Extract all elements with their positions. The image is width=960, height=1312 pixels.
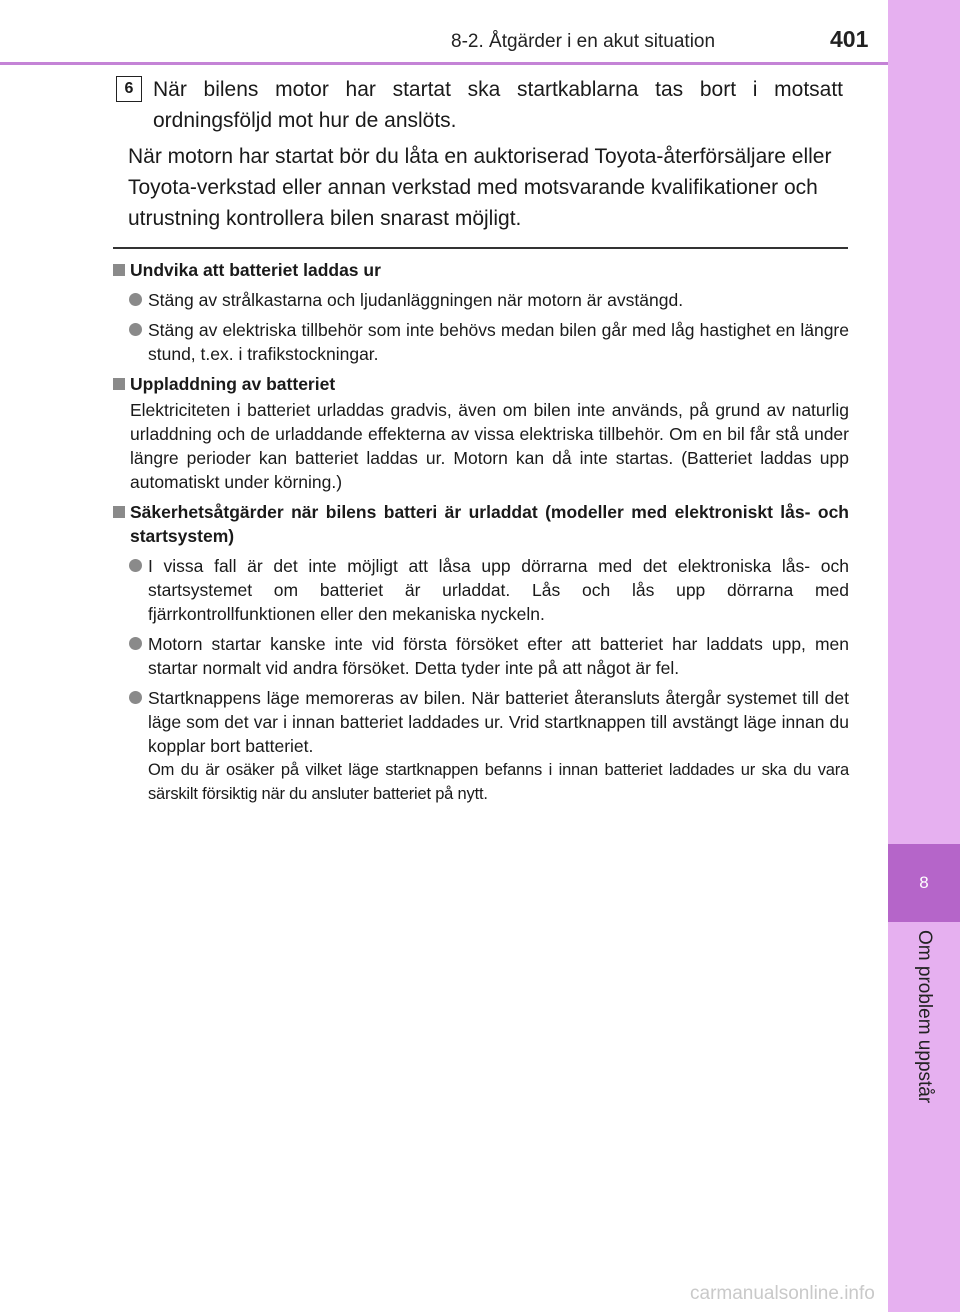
step-number-badge: 6 xyxy=(116,76,142,102)
circle-bullet-icon xyxy=(129,691,142,704)
list-item xyxy=(113,554,849,626)
watermark: carmanualsonline.info xyxy=(690,1283,875,1304)
circle-bullet-icon xyxy=(129,559,142,572)
chapter-number-tab[interactable] xyxy=(888,844,960,922)
notes-content xyxy=(113,258,849,812)
circle-bullet-icon xyxy=(129,293,142,306)
square-bullet-icon xyxy=(113,506,125,518)
list-item-text: Startknappens läge memoreras av bilen. När batteriet återansluts återgår systemet till det läge som det var i innan batteriet laddades ur. Vrid startknappen till avstängt läge innan du kopplar bort batteriet. xyxy=(148,688,849,756)
list-item xyxy=(113,632,849,680)
list-item xyxy=(113,686,849,806)
section-title: Undvika att batteriet laddas ur xyxy=(130,260,381,280)
list-item-text: Stäng av strålkastarna och ljudanläggningen när motorn är avstängd. xyxy=(148,290,684,310)
chapter-title-tab xyxy=(888,926,960,1136)
section-battery-recharge xyxy=(113,372,849,494)
page-number: 401 xyxy=(830,26,869,52)
section-battery-drain xyxy=(113,258,849,366)
section-paragraph: Elektriciteten i batteriet urladdas gradvis, även om bilen inte används, på grund av naturlig urladdning och de urladdande effekterna av vissa elektriska tillbehör. Om en bil får stå under längre perioder kan batteriet laddas ur. Motorn kan då inte startas. (Batteriet laddas upp automatiskt under körning.) xyxy=(130,400,849,492)
after-step-paragraph: När motorn har startat bör du låta en auktoriserad Toyota-återförsäljare eller Toyota-verkstad eller annan verkstad med motsvarande kvalifikationer och utrustning kontrollera bilen snarast möjligt. xyxy=(128,145,832,230)
square-bullet-icon xyxy=(113,378,125,390)
circle-bullet-icon xyxy=(129,323,142,336)
circle-bullet-icon xyxy=(129,637,142,650)
list-item-text: I vissa fall är det inte möjligt att låsa upp dörrarna med det elektroniska lås- och startsystemet om batteriet är urladdat. Lås och lås upp dörrarna med fjärrkontrollfunktionen eller den mekaniska nyckeln. xyxy=(148,556,849,624)
list-item-text: Stäng av elektriska tillbehör som inte behövs medan bilen går med låg hastighet en längre stund, t.ex. i trafikstockningar. xyxy=(148,320,849,364)
list-item xyxy=(113,288,849,312)
content-divider xyxy=(113,247,848,249)
chapter-title: Om problem uppstår xyxy=(914,930,935,1104)
square-bullet-icon xyxy=(113,264,125,276)
section-header-title: 8-2. Åtgärder i en akut situation xyxy=(451,31,716,52)
chapter-number: 8 xyxy=(919,873,929,892)
section-title: Uppladdning av batteriet xyxy=(130,374,336,394)
list-item xyxy=(113,318,849,366)
list-item-note: Om du är osäker på vilket läge startknappen befanns i innan batteriet laddades ur ska du vara särskilt försiktig när du ansluter batteriet på nytt. xyxy=(148,761,849,803)
step-text: När bilens motor har startat ska startkablarna tas bort i motsatt ordningsföljd mot hur de anslöts. xyxy=(153,78,843,132)
list-item-text: Motorn startar kanske inte vid första försöket efter att batteriet har laddats upp, men startar normalt vid andra försöket. Detta tyder inte på att något är fel. xyxy=(148,634,849,678)
header-divider xyxy=(0,62,888,65)
section-title: Säkerhetsåtgärder när bilens batteri är urladdat (modeller med elektroniskt lås- och startsystem) xyxy=(130,502,849,546)
section-battery-precautions xyxy=(113,500,849,806)
